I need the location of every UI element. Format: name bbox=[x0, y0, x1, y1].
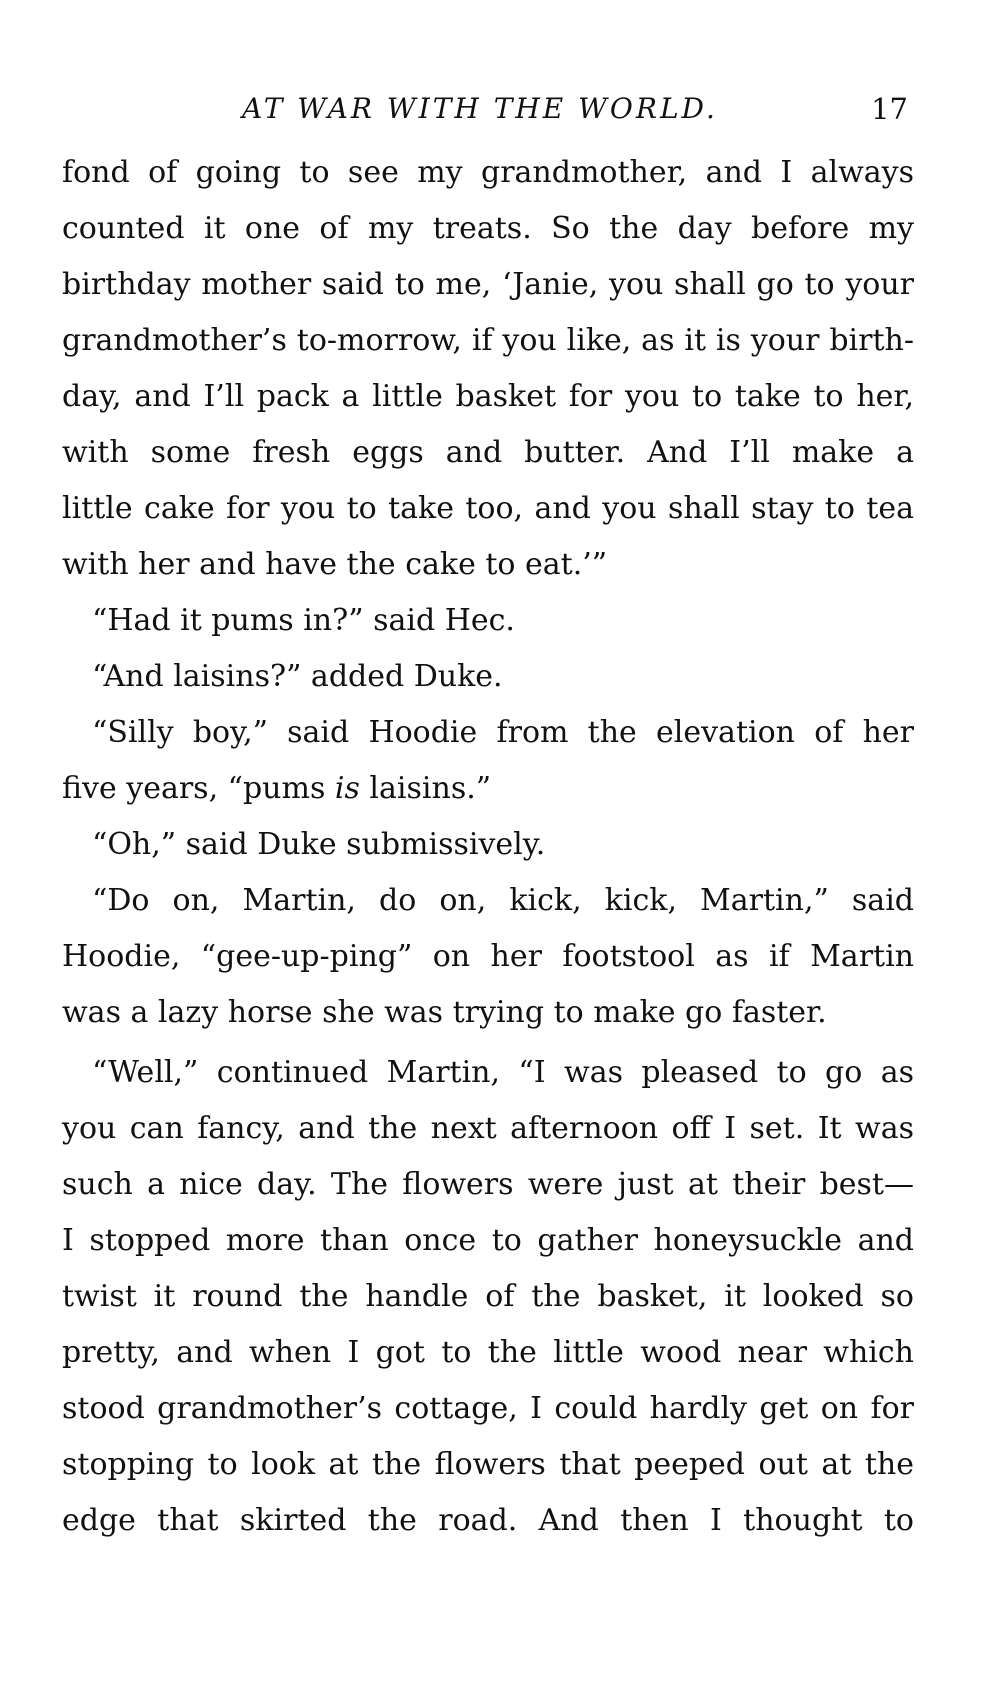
text-line: you can fancy, and the next afternoon off I set. It was bbox=[62, 1111, 914, 1146]
text-line: birthday mother said to me, ‘Janie, you shall go to your bbox=[62, 267, 914, 302]
text-line: “Silly boy,” said Hoodie from the elevation of her bbox=[92, 715, 914, 750]
text-line: “Oh,” said Duke submissively. bbox=[92, 827, 546, 862]
text-line: “Had it pums in?” said Hec. bbox=[92, 603, 515, 638]
italic-emphasis: is bbox=[334, 771, 360, 806]
text-line: edge that skirted the road. And then I thought to bbox=[62, 1503, 914, 1538]
running-head bbox=[62, 92, 914, 136]
text-line: with her and have the cake to eat.’” bbox=[62, 547, 608, 582]
text-line: with some fresh eggs and butter. And I’ll make a bbox=[62, 435, 914, 470]
text-line-with-italic bbox=[62, 761, 914, 817]
text-segment: laisins.” bbox=[359, 771, 492, 806]
page-number: 17 bbox=[871, 92, 908, 126]
text-segment: five years, “pums bbox=[62, 771, 335, 806]
text-line: little cake for you to take too, and you shall stay to tea bbox=[62, 491, 914, 526]
text-line: “And laisins?” added Duke. bbox=[92, 659, 503, 694]
text-line: fond of going to see my grandmother, and I always bbox=[62, 155, 914, 190]
running-title: AT WAR WITH THE WORLD. bbox=[242, 92, 718, 125]
text-line: was a lazy horse she was trying to make go faster. bbox=[62, 995, 827, 1030]
text-line: pretty, and when I got to the little wood near which bbox=[62, 1335, 914, 1370]
text-line: “Do on, Martin, do on, kick, kick, Martin,” said bbox=[92, 883, 914, 918]
text-line: grandmother’s to-morrow, if you like, as it is your birth- bbox=[62, 323, 914, 358]
text-line: stopping to look at the flowers that peeped out at the bbox=[62, 1447, 914, 1482]
text-line: twist it round the handle of the basket, it looked so bbox=[62, 1279, 914, 1314]
body-text bbox=[62, 145, 914, 1549]
text-line: I stopped more than once to gather honeysuckle and bbox=[62, 1223, 914, 1258]
text-line: “Well,” continued Martin, “I was pleased to go as bbox=[92, 1055, 914, 1090]
text-line: Hoodie, “gee-up-ping” on her footstool as if Martin bbox=[62, 939, 914, 974]
text-line: such a nice day. The flowers were just at their best— bbox=[62, 1167, 914, 1202]
text-line: day, and I’ll pack a little basket for you to take to her, bbox=[62, 379, 914, 414]
text-line: counted it one of my treats. So the day before my bbox=[62, 211, 914, 246]
text-line: stood grandmother’s cottage, I could hardly get on for bbox=[62, 1391, 914, 1426]
